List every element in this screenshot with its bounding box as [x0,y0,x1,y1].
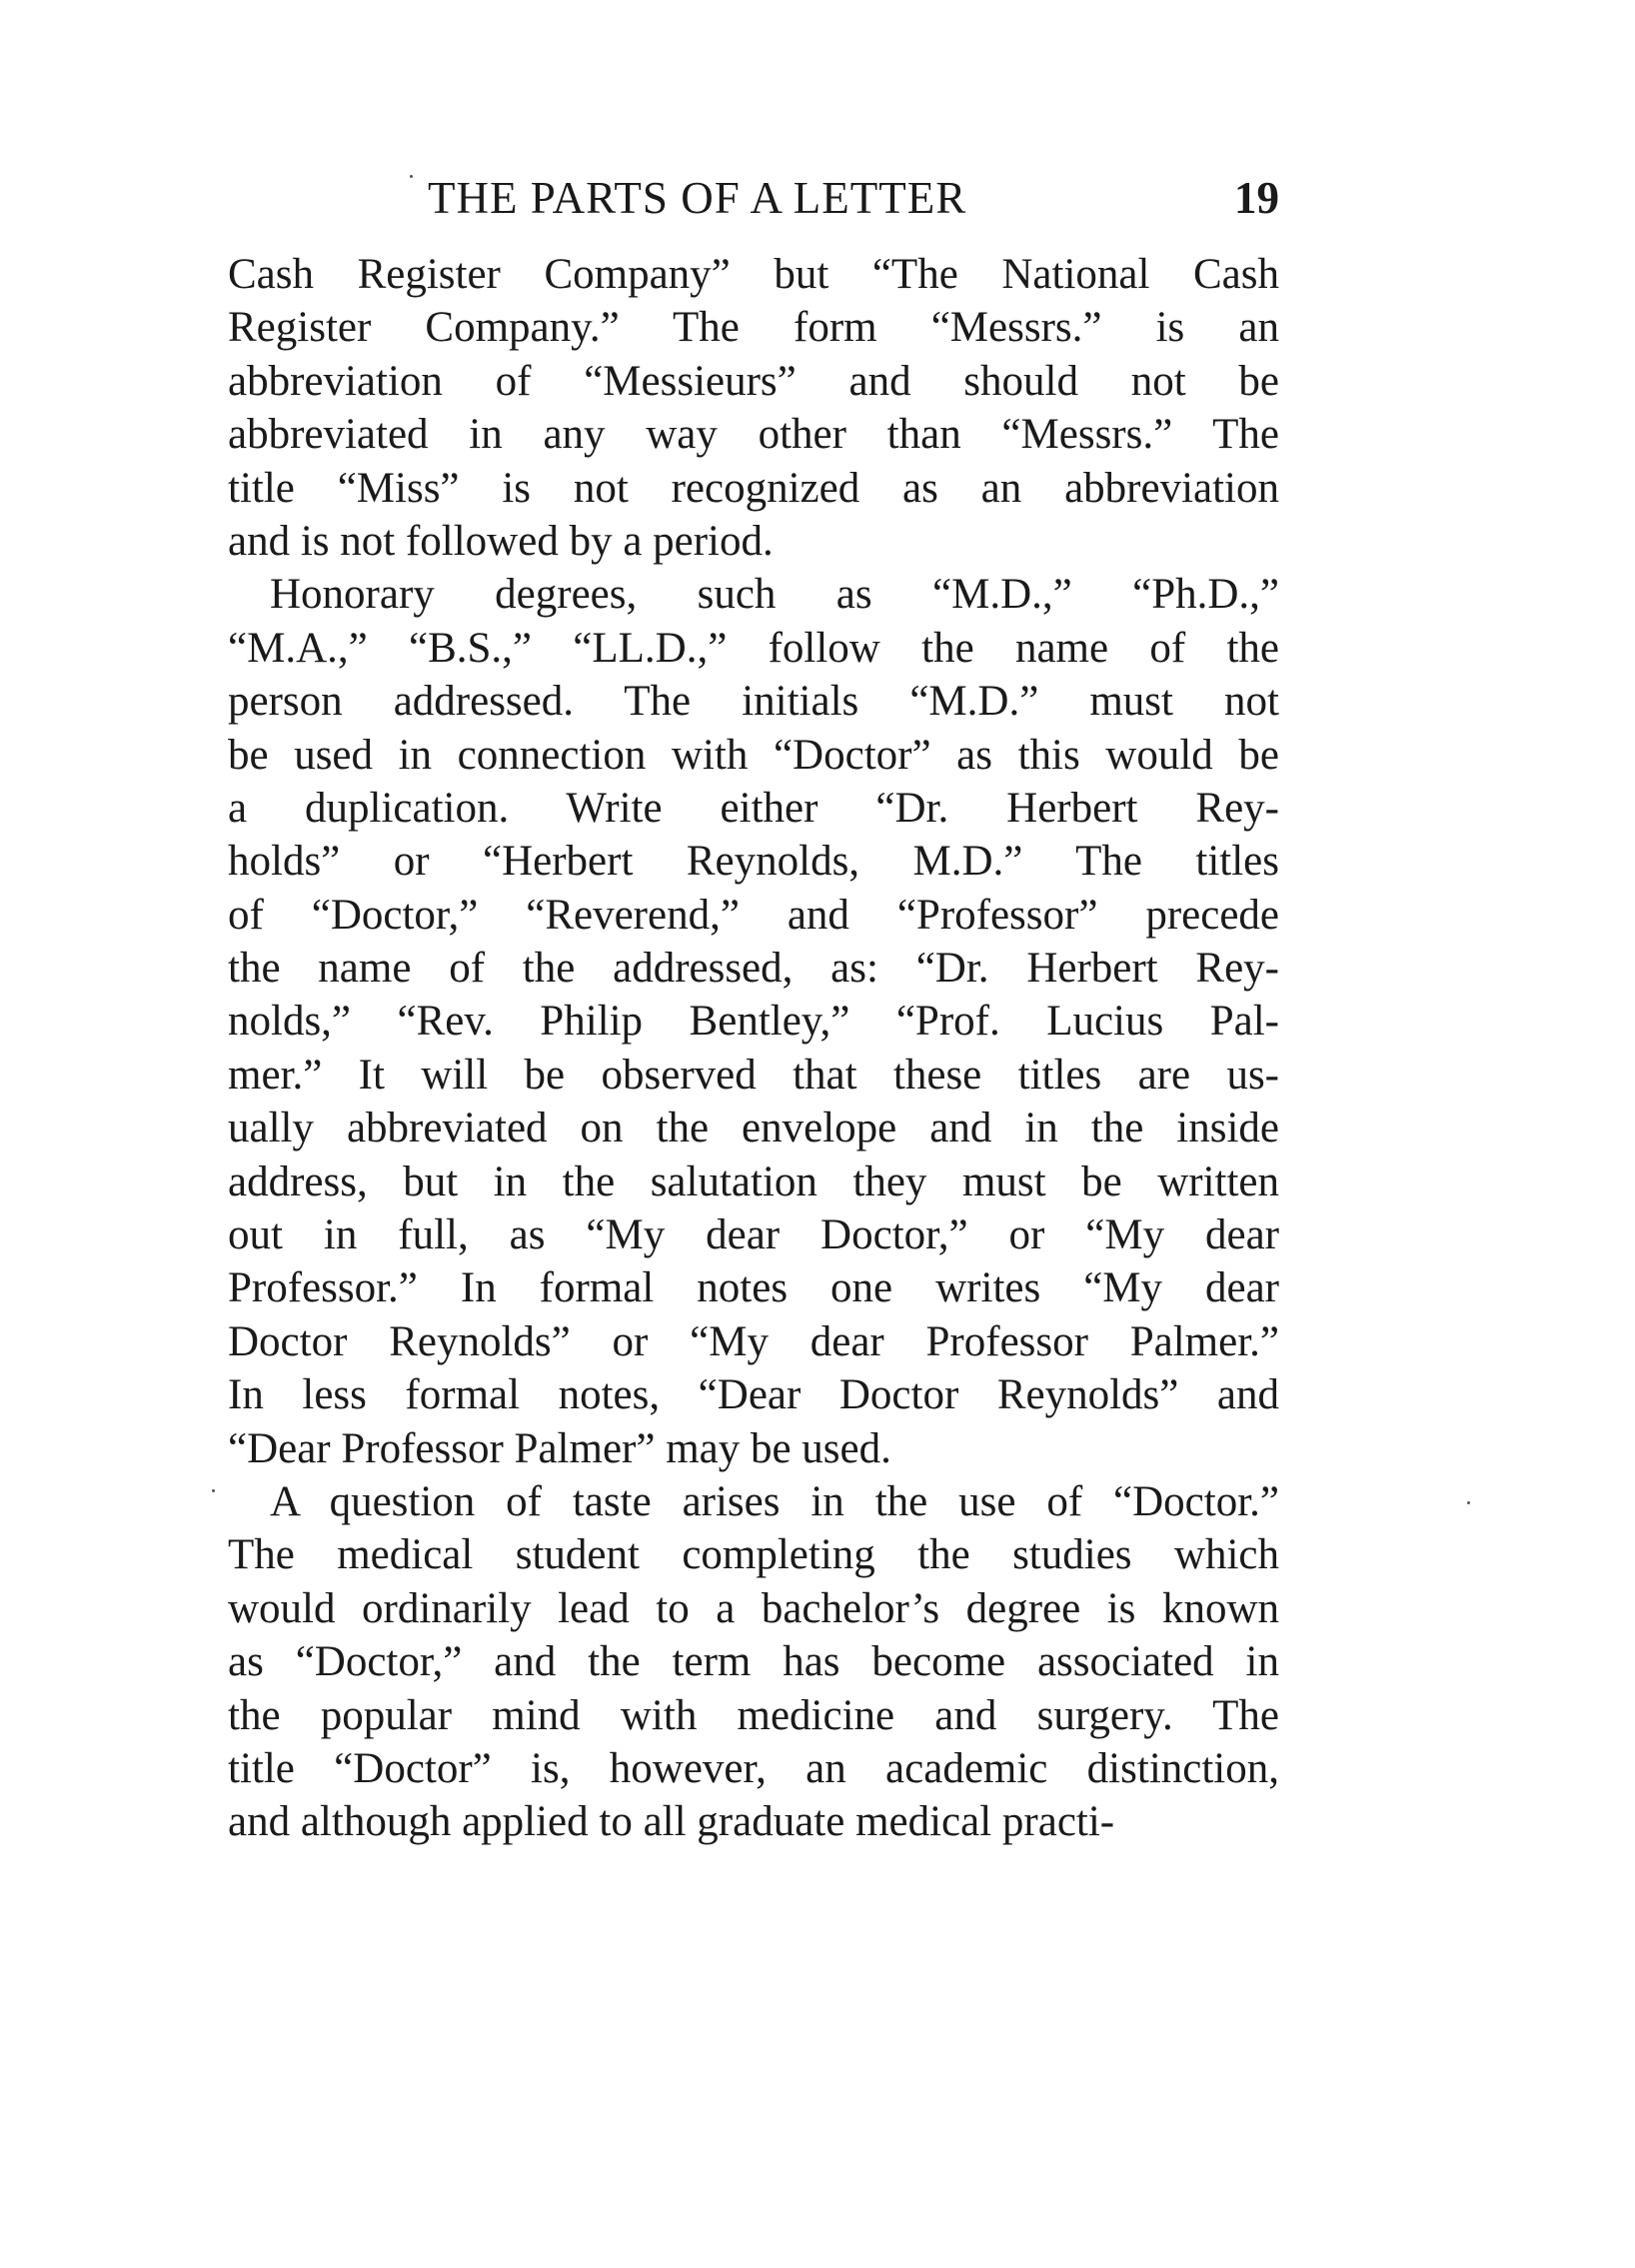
text-line: title “Miss” is not recognized as an abbreviation [228,464,1279,512]
text-line: ually abbreviated on the envelope and in the inside [228,1105,1279,1152]
page-number: 19 [1234,173,1279,223]
print-speck [1467,1501,1470,1504]
text-line: A question of taste arises in the use of “Doctor.” [270,1477,1279,1525]
text-line: Honorary degrees, such as “M.D.,” “Ph.D.,” [270,571,1279,619]
text-line: be used in connection with “Doctor” as this would be [228,731,1279,779]
running-head [228,168,1279,228]
text-line: The medical student completing the studies which [228,1531,1279,1579]
text-line: Cash Register Company” but “The National Cash [228,251,1279,298]
text-line: nolds,” “Rev. Philip Bentley,” “Prof. Lucius Pal- [228,998,1279,1046]
text-line: the popular mind with medicine and surgery. The [228,1691,1279,1739]
text-line: abbreviation of “Messieurs” and should not be [228,357,1279,405]
text-line: and is not followed by a period. [228,517,774,565]
text-line: the name of the addressed, as: “Dr. Herbert Rey- [228,945,1279,993]
print-speck [212,1489,215,1492]
paragraph [228,1475,1279,1849]
text-line: of “Doctor,” “Reverend,” and “Professor” precede [228,891,1279,939]
text-line: abbreviated in any way other than “Messrs.” The [228,411,1279,459]
text-line: and although applied to all graduate medical practi- [228,1798,1115,1846]
text-line: person addressed. The initials “M.D.” must not [228,678,1279,726]
text-line: as “Doctor,” and the term has become associated in [228,1638,1279,1686]
paragraph [228,248,1279,568]
text-line: would ordinarily lead to a bachelor’s degree is known [228,1584,1279,1632]
text-line: mer.” It will be observed that these titles are us- [228,1051,1279,1099]
text-line: a duplication. Write either “Dr. Herbert Rey- [228,784,1279,832]
paragraph [228,568,1279,1475]
text-line: Doctor Reynolds” or “My dear Professor Palmer.” [228,1317,1279,1365]
text-line: holds” or “Herbert Reynolds, M.D.” The titles [228,838,1279,886]
text-line: “M.A.,” “B.S.,” “LL.D.,” follow the name of the [228,624,1279,672]
running-title: THE PARTS OF A LETTER [428,173,967,223]
text-line: In less formal notes, “Dear Doctor Reynolds” and [228,1371,1279,1419]
print-speck [410,175,413,178]
text-line: out in full, as “My dear Doctor,” or “My dear [228,1211,1279,1259]
text-line: title “Doctor” is, however, an academic distinction, [228,1744,1279,1792]
text-line: address, but in the salutation they must be written [228,1157,1279,1205]
text-line: Professor.” In formal notes one writes “My dear [228,1264,1279,1312]
text-line: “Dear Professor Palmer” may be used. [228,1424,891,1472]
body-text [228,248,1279,1849]
text-line: Register Company.” The form “Messrs.” is an [228,304,1279,352]
